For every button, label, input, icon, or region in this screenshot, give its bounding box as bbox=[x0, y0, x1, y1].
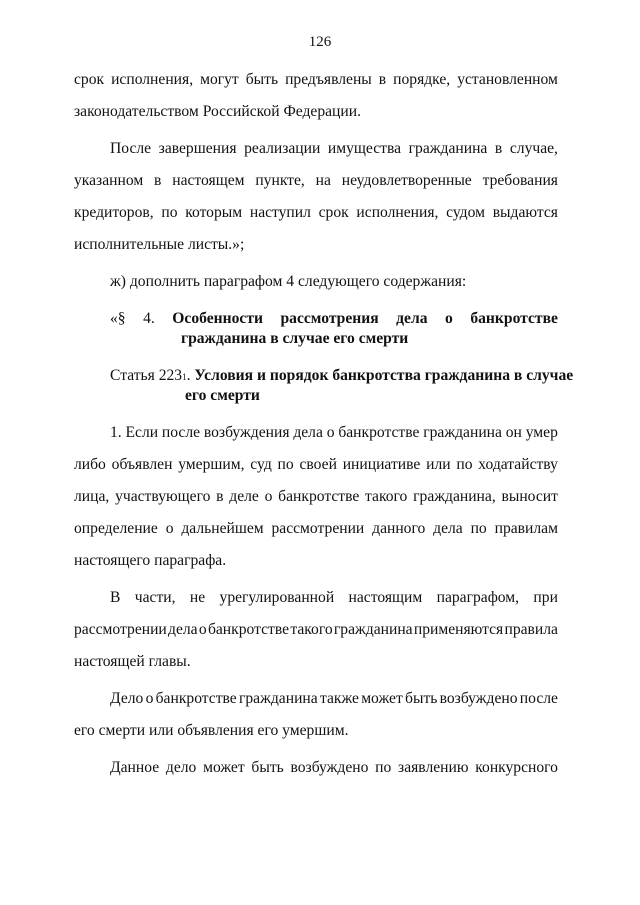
article-heading-line: Статья 223 1 . Условия и порядок банкротства гражданина в случае bbox=[110, 367, 574, 384]
text-line: настоящего параграфа. bbox=[74, 552, 227, 569]
word: неудовлетворенные bbox=[341, 172, 472, 189]
word: пункте, bbox=[255, 172, 305, 189]
word: о bbox=[165, 520, 174, 537]
word: после bbox=[161, 424, 201, 441]
word: такого bbox=[290, 621, 333, 638]
text-line bbox=[74, 620, 558, 640]
article-heading bbox=[74, 366, 574, 406]
word: срок bbox=[74, 71, 105, 88]
word: о bbox=[198, 621, 207, 638]
text-line bbox=[74, 588, 558, 608]
paragraph-1 bbox=[74, 70, 558, 122]
word: по bbox=[456, 456, 473, 473]
word: определение bbox=[74, 520, 158, 537]
word: возбуждено bbox=[439, 690, 518, 707]
word: лица, bbox=[74, 488, 110, 505]
word: судом bbox=[446, 204, 485, 221]
word: быть bbox=[245, 71, 279, 88]
word: объявлен bbox=[111, 456, 173, 473]
text-line bbox=[74, 758, 558, 778]
word: он bbox=[505, 424, 522, 441]
paragraph-heading-line bbox=[74, 309, 558, 329]
paragraph-3: ж) дополнить параграфом 4 следующего содержания: bbox=[110, 273, 467, 290]
word: рассмотрении bbox=[74, 621, 167, 638]
paragraph-title-word: о bbox=[445, 310, 453, 327]
article-title: Условия и порядок банкротства гражданина в случае bbox=[194, 367, 574, 384]
word: не bbox=[189, 589, 206, 606]
text-line bbox=[74, 455, 558, 475]
text-line bbox=[74, 689, 558, 709]
word: срок bbox=[318, 204, 349, 221]
paragraph-number: 4. bbox=[143, 310, 155, 327]
word: или bbox=[426, 456, 451, 473]
word: быть bbox=[405, 690, 438, 707]
word: выносит bbox=[501, 488, 558, 505]
word: параграфом, bbox=[436, 589, 520, 606]
text-line: его смерти или объявления его умершим. bbox=[74, 722, 349, 739]
word: которым bbox=[185, 204, 243, 221]
word: умер bbox=[525, 424, 558, 441]
word: быть bbox=[251, 759, 284, 776]
word: ходатайству bbox=[478, 456, 558, 473]
word: гражданина bbox=[408, 140, 488, 157]
word: может bbox=[203, 759, 245, 776]
word: умершим, bbox=[178, 456, 245, 473]
text-line bbox=[74, 519, 558, 539]
word: указанном bbox=[74, 172, 144, 189]
word: Если bbox=[125, 424, 159, 441]
word: могут bbox=[200, 71, 239, 88]
word: дела bbox=[168, 621, 198, 638]
word: правилам bbox=[494, 520, 558, 537]
word: инициативе bbox=[342, 456, 421, 473]
word: имущества bbox=[327, 140, 402, 157]
word: гражданина bbox=[238, 690, 318, 707]
word: по bbox=[470, 520, 487, 537]
word: деле bbox=[229, 488, 259, 505]
word: применяются bbox=[413, 621, 504, 638]
word: исполнения, bbox=[111, 71, 194, 88]
text-line: законодательством Российской Федерации. bbox=[74, 103, 361, 120]
text-line: исполнительные листы.»; bbox=[74, 236, 245, 253]
text-line bbox=[74, 487, 558, 507]
paragraph-title-word: Особенности bbox=[172, 310, 263, 327]
word: завершения bbox=[158, 140, 237, 157]
word: может bbox=[361, 690, 403, 707]
word: о bbox=[145, 690, 154, 707]
word: на bbox=[315, 172, 331, 189]
word: банкротстве bbox=[338, 424, 420, 441]
article-label: Статья 223 bbox=[110, 367, 183, 384]
word: кредиторов, bbox=[74, 204, 154, 221]
word: дела bbox=[293, 424, 323, 441]
word: либо bbox=[74, 456, 106, 473]
word: в bbox=[154, 172, 162, 189]
word: гражданина bbox=[423, 424, 502, 441]
paragraph-7 bbox=[74, 758, 558, 778]
paragraph-title-word: рассмотрения bbox=[280, 310, 379, 327]
paragraph-6 bbox=[74, 689, 558, 741]
word: правила bbox=[504, 621, 558, 638]
word: дело bbox=[165, 759, 197, 776]
document-body bbox=[74, 70, 574, 778]
word: гражданина bbox=[333, 621, 413, 638]
word: После bbox=[110, 140, 152, 157]
word: настоящим bbox=[348, 589, 423, 606]
article-dot: . bbox=[186, 367, 195, 384]
word: суд bbox=[250, 456, 272, 473]
word: установленном bbox=[457, 71, 558, 88]
word: В bbox=[110, 589, 121, 606]
word: своей bbox=[299, 456, 337, 473]
paragraph-heading bbox=[74, 309, 558, 349]
word: в bbox=[216, 488, 224, 505]
paragraph-2 bbox=[74, 139, 558, 255]
word: при bbox=[533, 589, 558, 606]
word: наступил bbox=[249, 204, 311, 221]
word: после bbox=[519, 690, 558, 707]
word: Данное bbox=[110, 759, 160, 776]
text-line bbox=[74, 171, 558, 191]
text-line bbox=[74, 70, 558, 90]
word: в bbox=[494, 140, 503, 157]
word: рассмотрении bbox=[271, 520, 365, 537]
word: также bbox=[319, 690, 359, 707]
text-line bbox=[74, 423, 558, 443]
paragraph-title-word: банкротстве bbox=[470, 310, 558, 327]
word: банкротстве bbox=[155, 690, 237, 707]
text-line bbox=[74, 203, 558, 223]
word: урегулированной bbox=[219, 589, 335, 606]
word: в bbox=[378, 71, 387, 88]
word: выдаются bbox=[492, 204, 558, 221]
word: предъявлены bbox=[285, 71, 372, 88]
text-line: настоящей главы. bbox=[74, 653, 191, 670]
word: 1. bbox=[110, 424, 122, 441]
word: участвующего bbox=[115, 488, 211, 505]
text-line bbox=[74, 139, 558, 159]
word: о bbox=[264, 488, 273, 505]
word: порядке, bbox=[393, 71, 451, 88]
word: банкротстве bbox=[278, 488, 360, 505]
word: гражданина, bbox=[413, 488, 496, 505]
word: по bbox=[277, 456, 294, 473]
word: возбуждения bbox=[203, 424, 290, 441]
word: по bbox=[375, 759, 392, 776]
word: случае, bbox=[509, 140, 558, 157]
word: данного bbox=[372, 520, 426, 537]
word: реализации bbox=[244, 140, 321, 157]
word: части, bbox=[134, 589, 176, 606]
word: исполнения, bbox=[356, 204, 439, 221]
paragraph-title-word: дела bbox=[396, 310, 428, 327]
paragraph-4 bbox=[74, 423, 558, 571]
word: требования bbox=[482, 172, 558, 189]
article-title-line: его смерти bbox=[185, 387, 260, 404]
word: о bbox=[326, 424, 335, 441]
word: дела bbox=[433, 520, 463, 537]
word: конкурсного bbox=[475, 759, 558, 776]
word: дальнейшем bbox=[181, 520, 264, 537]
word: банкротстве bbox=[207, 621, 290, 638]
page-number: 126 bbox=[308, 34, 332, 50]
word: заявлению bbox=[398, 759, 469, 776]
section-sign: «§ bbox=[110, 310, 126, 327]
word: по bbox=[161, 204, 178, 221]
paragraph-title-line: гражданина в случае его смерти bbox=[181, 330, 409, 347]
word: настоящем bbox=[172, 172, 245, 189]
paragraph-5 bbox=[74, 588, 558, 672]
word: такого bbox=[365, 488, 408, 505]
word: возбуждено bbox=[290, 759, 369, 776]
word: Дело bbox=[110, 690, 144, 707]
